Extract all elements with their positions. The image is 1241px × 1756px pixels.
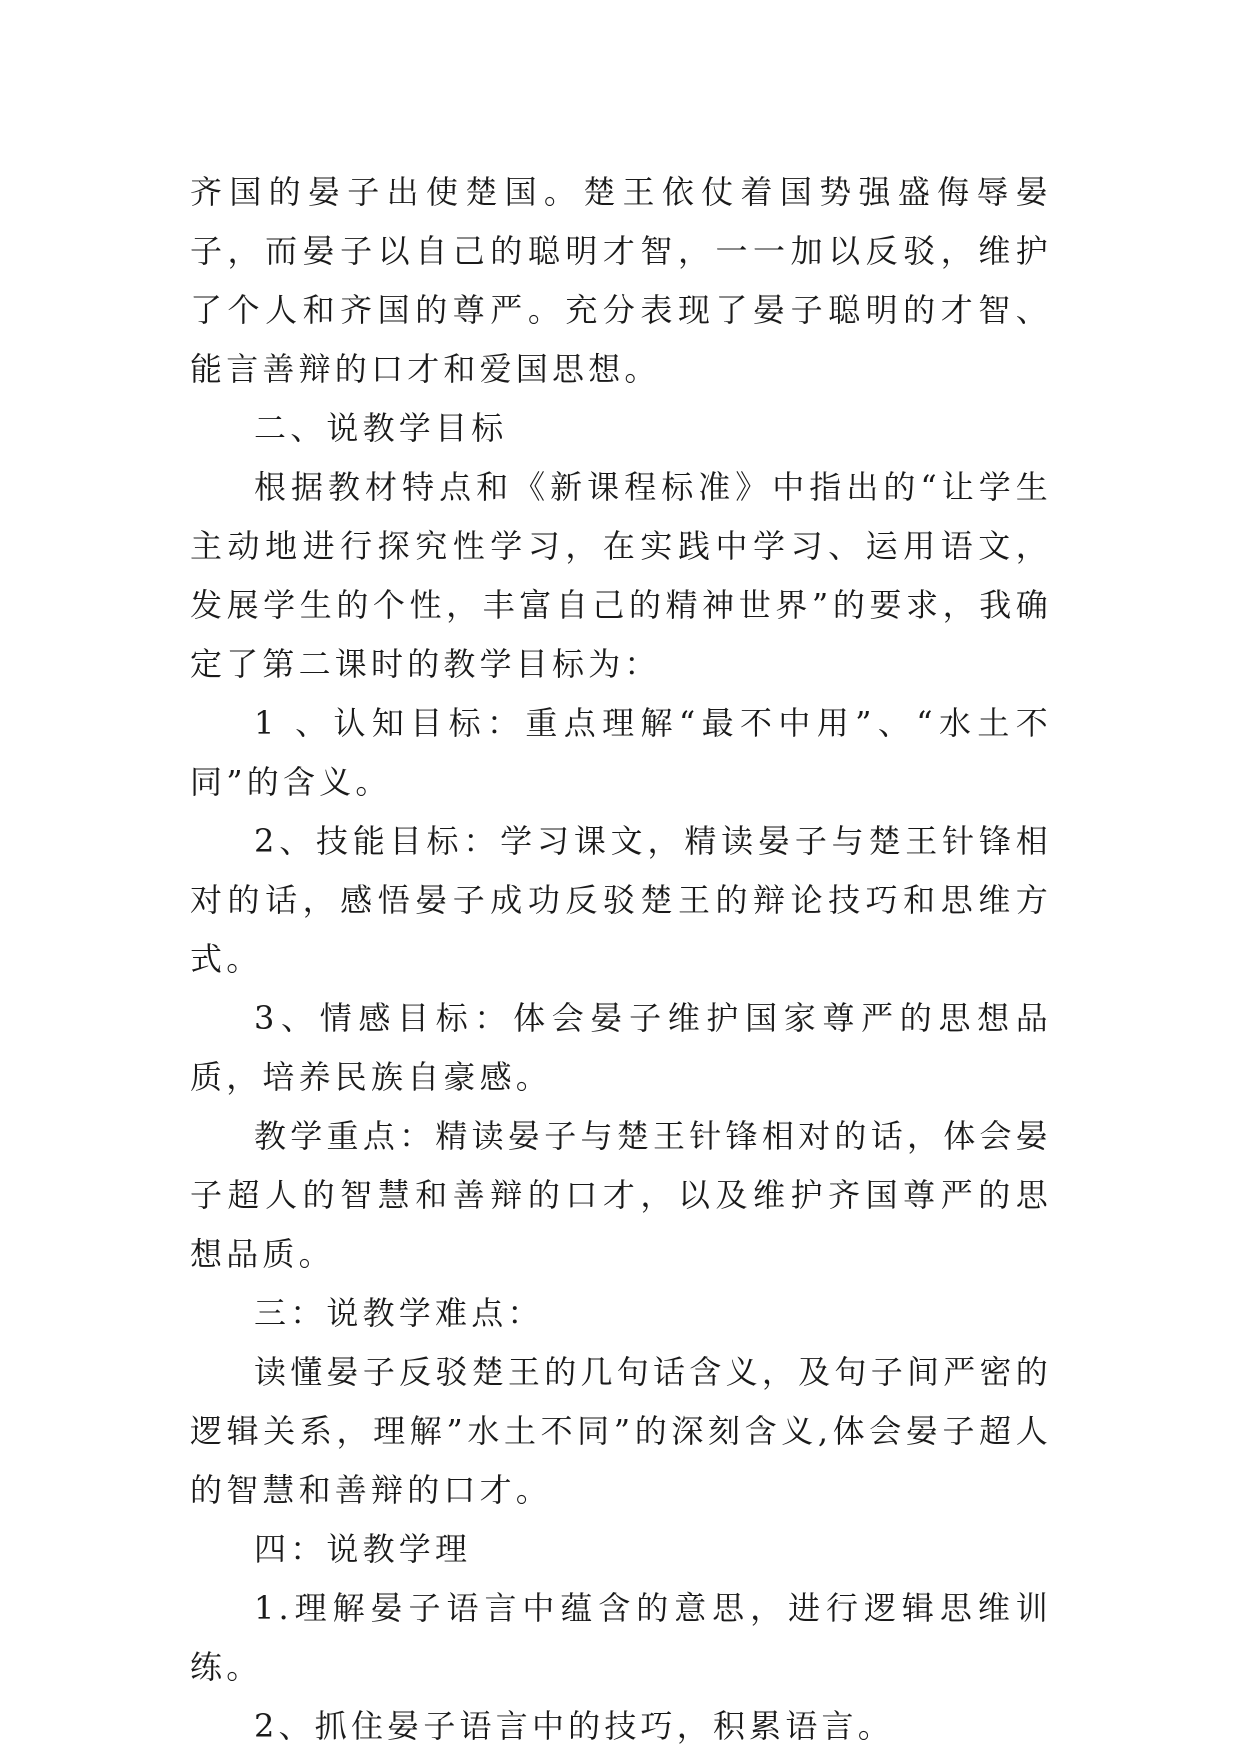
list-item-cognitive-goal: 1 、认知目标：重点理解“最不中用”、“水土不同”的含义。 bbox=[190, 704, 1052, 801]
heading-teaching-goals: 二、说教学目标 bbox=[254, 409, 508, 447]
paragraph-intro-summary: 齐国的晏子出使楚国。楚王依仗着国势强盛侮辱晏子，而晏子以自己的聪明才智，一一加以反驳，维护了个人和齐国的尊严。充分表现了晏子聪明的才智、能言善辩的口才和爱国思想。 bbox=[190, 173, 1052, 388]
paragraph-difficulty-detail: 读懂晏子反驳楚王的几句话含义，及句子间严密的逻辑关系，理解”水土不同”的深刻含义,体会晏子超人的智慧和善辩的口才。 bbox=[190, 1353, 1052, 1509]
list-item-rationale-2: 2、抓住晏子语言中的技巧，积累语言。 bbox=[254, 1707, 894, 1745]
list-item-rationale-1: 1.理解晏子语言中蕴含的意思，进行逻辑思维训练。 bbox=[190, 1589, 1052, 1686]
paragraph-goals-basis: 根据教材特点和《新课程标准》中指出的“让学生主动地进行探究性学习，在实践中学习、运用语文，发展学生的个性，丰富自己的精神世界”的要求，我确定了第二课时的教学目标为： bbox=[190, 468, 1052, 683]
heading-teaching-rationale: 四：说教学理 bbox=[254, 1530, 472, 1568]
heading-teaching-difficulty: 三：说教学难点： bbox=[254, 1294, 544, 1332]
list-item-skill-goal: 2、技能目标：学习课文，精读晏子与楚王针锋相对的话，感悟晏子成功反驳楚王的辩论技巧和思维方式。 bbox=[190, 822, 1052, 978]
document-body bbox=[190, 163, 1052, 1756]
paragraph-teaching-focus: 教学重点：精读晏子与楚王针锋相对的话，体会晏子超人的智慧和善辩的口才，以及维护齐国尊严的思想品质。 bbox=[190, 1117, 1052, 1273]
list-item-emotional-goal: 3、情感目标：体会晏子维护国家尊严的思想品质，培养民族自豪感。 bbox=[190, 999, 1052, 1096]
